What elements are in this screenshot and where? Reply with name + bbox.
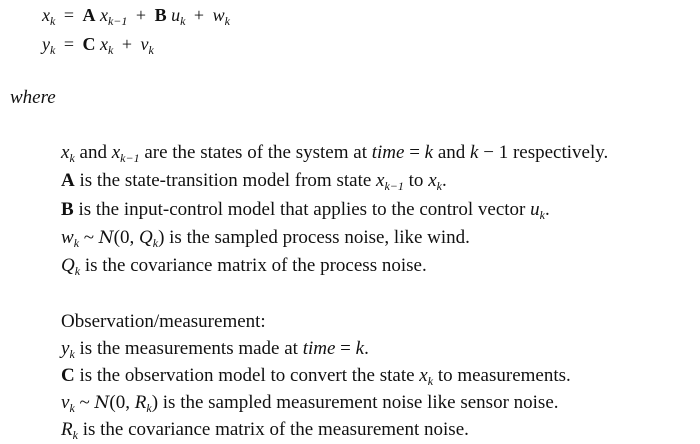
- text: is the state-transition model from state: [74, 170, 377, 191]
- definition-b: [61, 198, 550, 222]
- definition-a: [61, 169, 447, 193]
- equals-sign: =: [63, 34, 74, 54]
- state-var-subscript: k: [107, 43, 114, 57]
- state-var-subscript: k: [427, 374, 434, 388]
- normal-distribution-symbol: N: [98, 228, 114, 248]
- prev-state-subscript: k−1: [384, 179, 404, 193]
- measurement-subscript: k: [69, 347, 75, 361]
- text: are the states of the system at: [139, 142, 372, 163]
- measurement-covariance-var: R: [61, 419, 73, 440]
- text: is the covariance matrix of the measurement noise.: [77, 419, 469, 440]
- normal-distribution-symbol: N: [94, 393, 110, 413]
- equals-sign: =: [404, 142, 425, 163]
- time-var: time: [371, 142, 405, 163]
- measurement-equation: [42, 32, 154, 56]
- observation-heading: Observation/measurement:: [61, 311, 266, 332]
- text: is the input-control model that applies to the control vector: [73, 199, 531, 220]
- text: and: [74, 142, 112, 163]
- control-subscript: k: [180, 14, 186, 28]
- measurement-var: y: [42, 34, 50, 54]
- process-covariance-var: Q: [61, 255, 75, 276]
- measurement-noise-subscript: k: [69, 401, 75, 415]
- matrix-c: C: [61, 365, 75, 386]
- text: is the observation model to convert the state: [74, 365, 420, 386]
- matrix-c: C: [82, 34, 96, 54]
- text: is the measurements made at: [74, 338, 303, 359]
- definition-states: [61, 141, 608, 165]
- state-equation: [42, 3, 230, 27]
- state-var-subscript: k: [69, 151, 75, 165]
- text: .: [364, 338, 369, 359]
- tilde-sign: ~: [74, 392, 95, 413]
- definition-r: [61, 418, 469, 442]
- state-var: x: [42, 5, 50, 25]
- text: .: [544, 199, 550, 220]
- control-var: u: [530, 199, 540, 220]
- prev-state-var: x: [376, 170, 385, 191]
- measurement-var: y: [61, 338, 70, 359]
- definition-v: [61, 391, 559, 415]
- state-var: x: [419, 365, 428, 386]
- plus-sign: +: [121, 34, 132, 54]
- definition-c: [61, 364, 571, 388]
- where-label: where: [10, 87, 56, 108]
- state-var: x: [61, 142, 70, 163]
- text: is the covariance matrix of the process noise.: [80, 255, 427, 276]
- text: to: [403, 170, 429, 191]
- process-covariance-subscript: k: [152, 236, 159, 250]
- process-noise-subscript: k: [224, 14, 230, 28]
- definition-y: [61, 337, 369, 361]
- text: (0,: [113, 227, 139, 248]
- text: ) is the sampled process noise, like wind.: [158, 227, 470, 248]
- process-noise-subscript: k: [73, 236, 80, 250]
- control-subscript: k: [539, 208, 545, 222]
- text: ) is the sampled measurement noise like sensor noise.: [151, 392, 559, 413]
- measurement-covariance-var: R: [134, 392, 147, 413]
- matrix-b: B: [61, 199, 74, 220]
- process-noise-var: w: [61, 227, 74, 248]
- process-covariance-subscript: k: [74, 264, 81, 278]
- tilde-sign: ~: [79, 227, 99, 248]
- measurement-subscript: k: [50, 43, 56, 57]
- k-var: k: [355, 338, 365, 359]
- measurement-covariance-subscript: k: [72, 428, 78, 442]
- prev-state-var: x: [99, 5, 108, 25]
- definition-q: [61, 254, 427, 278]
- time-var: time: [302, 338, 336, 359]
- prev-state-subscript: k−1: [120, 151, 140, 165]
- measurement-covariance-subscript: k: [146, 401, 152, 415]
- text: − 1 respectively.: [478, 142, 609, 163]
- measurement-noise-subscript: k: [148, 43, 154, 57]
- definition-w: [61, 226, 470, 250]
- prev-state-var: x: [111, 142, 121, 163]
- matrix-b: B: [154, 5, 167, 25]
- state-var-subscript: k: [436, 179, 442, 193]
- matrix-a: A: [61, 170, 75, 191]
- process-covariance-var: Q: [139, 227, 153, 248]
- control-var: u: [171, 5, 181, 25]
- text: to measurements.: [433, 365, 571, 386]
- k-var: k: [424, 142, 434, 163]
- plus-sign: +: [135, 5, 147, 25]
- state-var: x: [428, 170, 437, 191]
- plus-sign: +: [193, 5, 205, 25]
- equals-sign: =: [335, 338, 356, 359]
- state-var-subscript: k: [50, 14, 56, 28]
- prev-state-subscript: k−1: [107, 14, 128, 28]
- measurement-noise-var: v: [140, 34, 149, 54]
- measurement-noise-var: v: [61, 392, 70, 413]
- matrix-a: A: [82, 5, 96, 25]
- k-var: k: [470, 142, 479, 163]
- state-var: x: [99, 34, 108, 54]
- process-noise-var: w: [212, 5, 225, 25]
- text: (0,: [109, 392, 135, 413]
- text: and: [433, 142, 471, 163]
- equals-sign: =: [63, 5, 74, 25]
- text: .: [441, 170, 447, 191]
